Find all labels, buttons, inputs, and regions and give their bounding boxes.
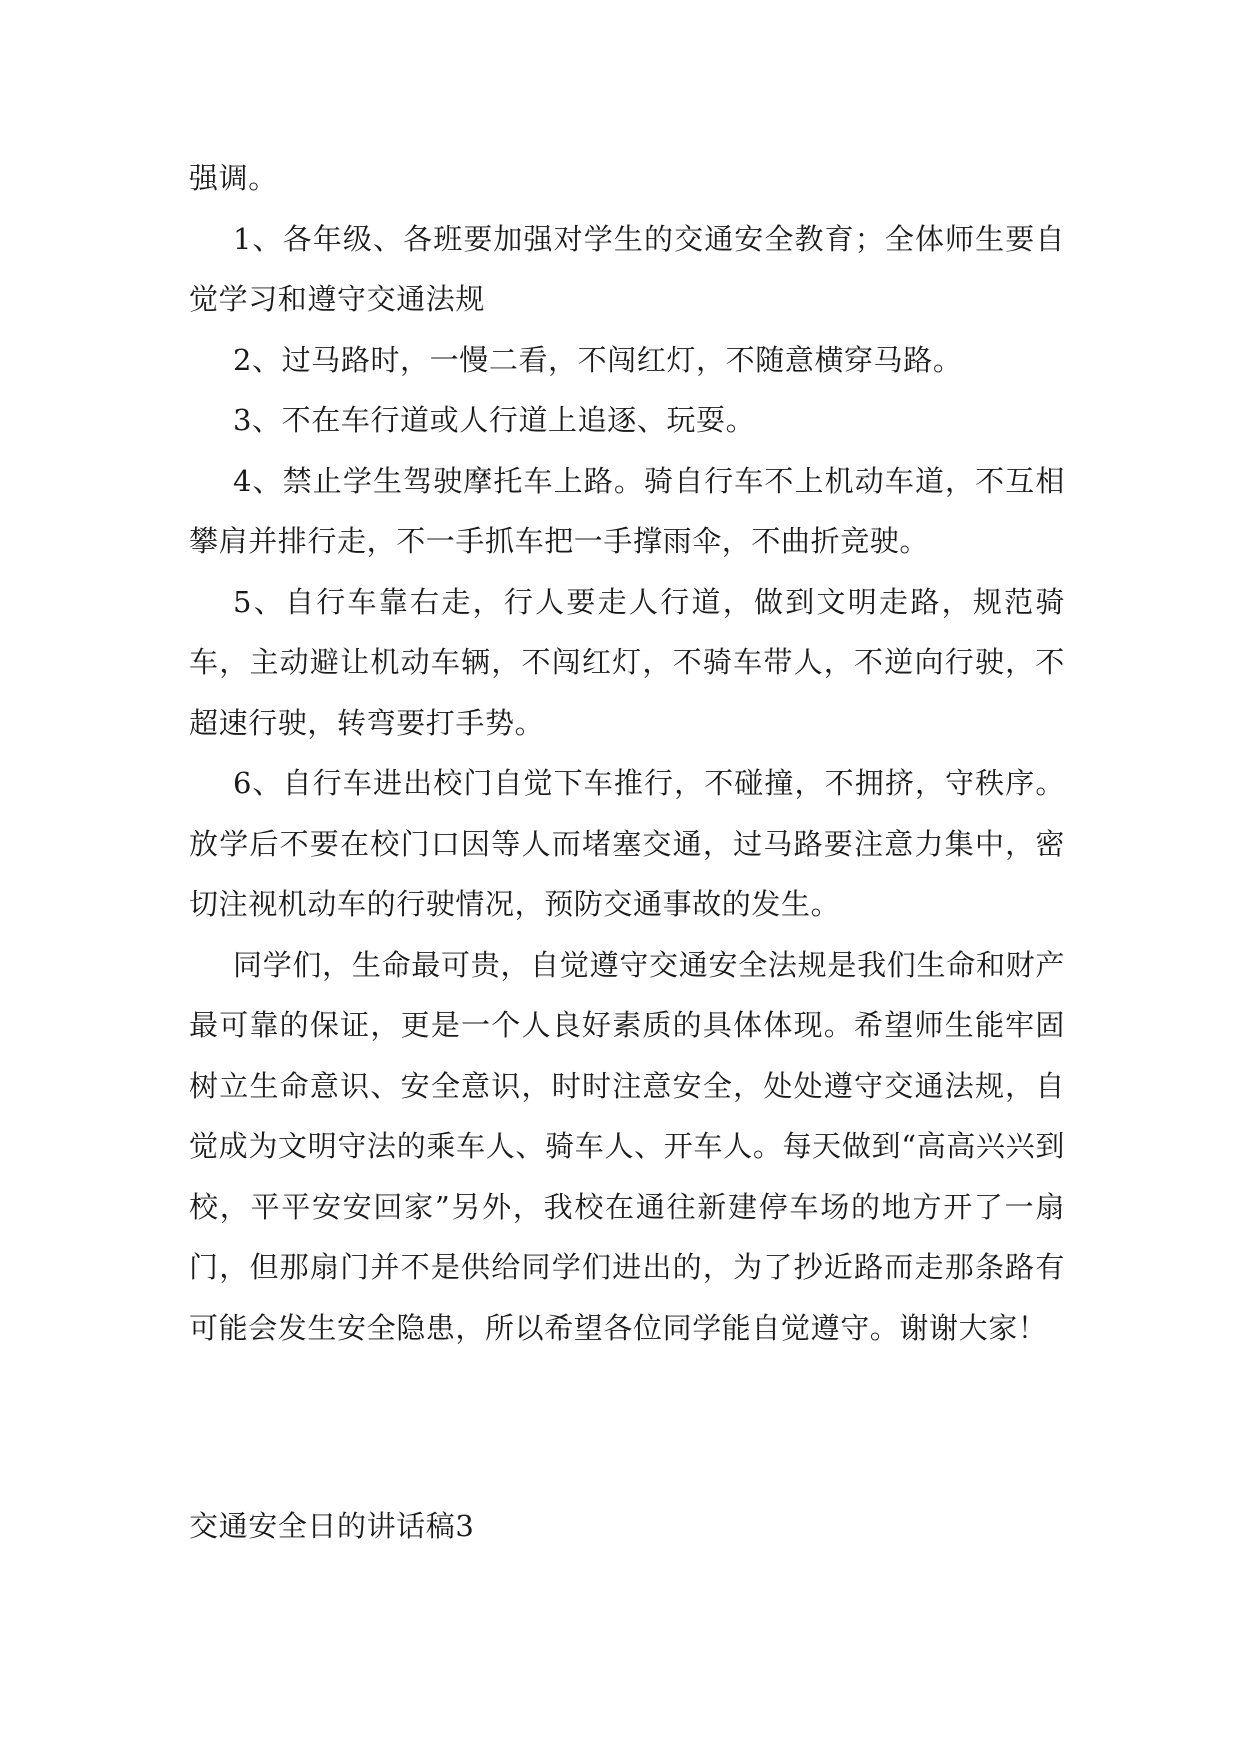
paragraph-rule-4: 4、禁止学生驾驶摩托车上路。骑自行车不上机动车道，不互相攀肩并排行走，不一手抓车把一手撑雨伞，不曲折竞驶。 bbox=[189, 463, 1065, 558]
paragraph-rule-2: 2、过马路时，一慢二看，不闯红灯，不随意横穿马路。 bbox=[233, 342, 963, 377]
paragraph-continuation: 强调。 bbox=[189, 161, 278, 195]
paragraph-rule-3: 3、不在车行道或人行道上追逐、玩耍。 bbox=[233, 403, 756, 437]
paragraph-closing: 同学们，生命最可贵，自觉遵守交通安全法规是我们生命和财产最可靠的保证，更是一个人良好素质的具体体现。希望师生能牢固树立生命意识、安全意识，时时注意安全，处处遵守交通法规，自觉成为文明守法的乘车人、骑车人、开车人。每天做到“高高兴兴到校，平平安安回家”另外，我校在通往新建停车场的地方开了一扇门，但那扇门并不是供给同学们进出的，为了抄近路而走那条路有可能会发生安全隐患，所以希望各位同学能自觉遵守。谢谢大家！ bbox=[189, 947, 1065, 1345]
document-body bbox=[189, 148, 1065, 1358]
paragraph-rule-5: 5、自行车靠右走，行人要走人行道，做到文明走路，规范骑车，主动避让机动车辆，不闯红灯，不骑车带人，不逆向行驶，不超速行驶，转弯要打手势。 bbox=[189, 584, 1065, 740]
paragraph-rule-6: 6、自行车进出校门自觉下车推行，不碰撞，不拥挤，守秩序。放学后不要在校门口因等人而堵塞交通，过马路要注意力集中，密切注视机动车的行驶情况，预防交通事故的发生。 bbox=[189, 766, 1065, 921]
section-heading: 交通安全日的讲话稿3 bbox=[189, 1509, 475, 1543]
paragraph-rule-1: 1、各年级、各班要加强对学生的交通安全教育；全体师生要自觉学习和遵守交通法规 bbox=[189, 221, 1065, 316]
